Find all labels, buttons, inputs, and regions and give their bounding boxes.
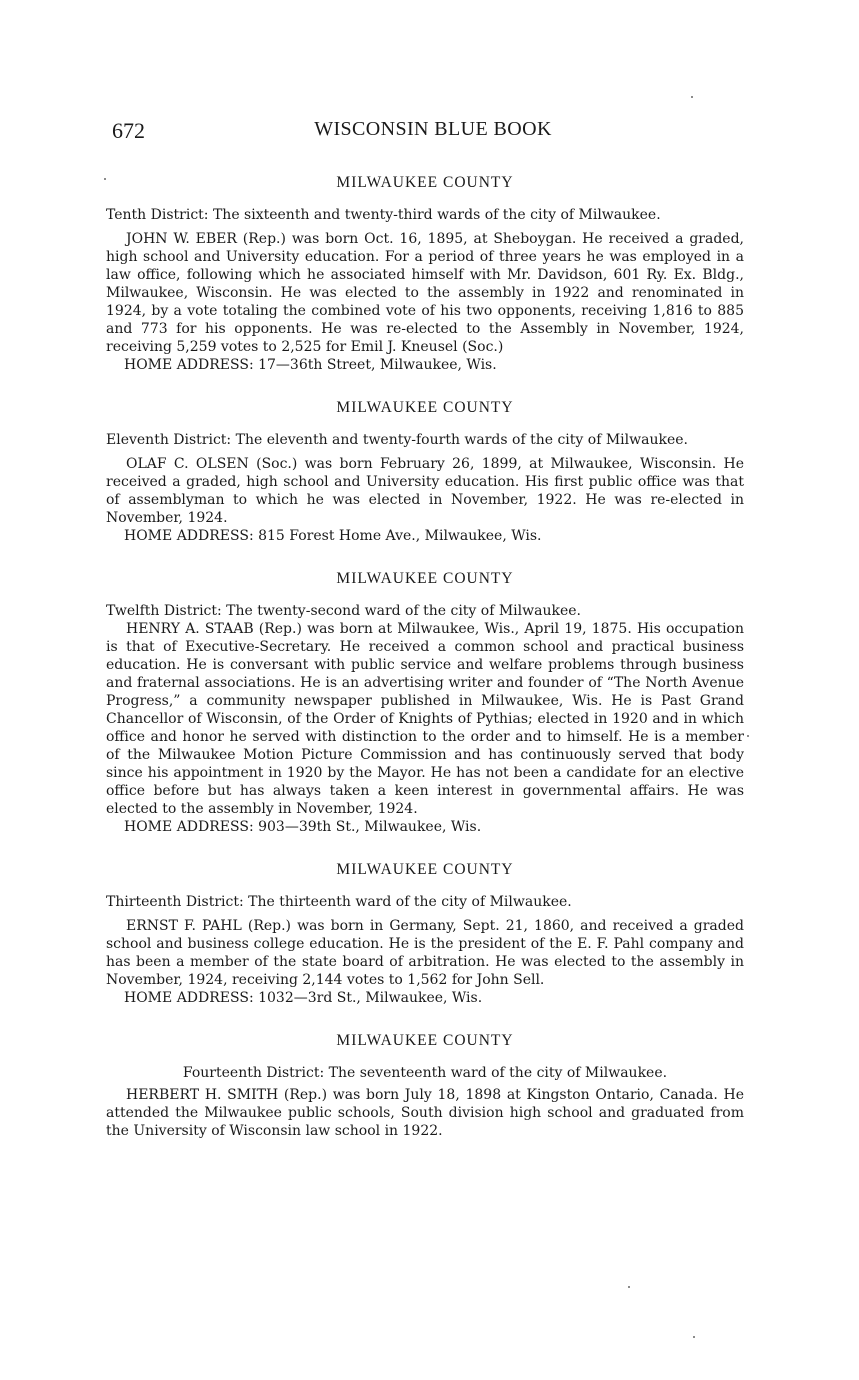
- home-address: HOME ADDRESS: 815 Forest Home Ave., Milwaukee, Wis.: [124, 528, 542, 544]
- scan-speck: [747, 735, 749, 737]
- section-thirteenth-district: [106, 861, 744, 1007]
- member-biography: HENRY A. STAAB (Rep.) was born at Milwaukee, Wis., April 19, 1875. His occupation is that of Executive-Secretary. He received a common school and practical business education. He is conversant with public service and welfare problems through business and fraternal associations. He is an advertising writer and founder of “The North Avenue Progress,” a community newspaper published in Milwaukee, Wis. He is Past Grand Chancellor of Wisconsin, of the Order of Knights of Pythias; elected in 1920 and in which office and honor he served with distinction to the order and to himself. He is a member of the Milwaukee Motion Picture Commission and has continuously served that body since his appointment in 1920 by the Mayor. He has not been a candidate for an elective office before but has always taken a keen interest in governmental affairs. He was elected to the assembly in November, 1924.: [106, 621, 744, 817]
- county-heading: MILWAUKEE COUNTY: [336, 570, 514, 587]
- home-address: HOME ADDRESS: 17—36th Street, Milwaukee, Wis.: [124, 357, 497, 373]
- district-description: Tenth District: The sixteenth and twenty-third wards of the city of Milwaukee.: [106, 207, 661, 223]
- member-biography: OLAF C. OLSEN (Soc.) was born February 26, 1899, at Milwaukee, Wisconsin. He received a graded, high school and University education. His first public office was that of assemblyman to which he was elected in November, 1922. He was re-elected in November, 1924.: [106, 456, 744, 526]
- section-fourteenth-district: [106, 1032, 744, 1140]
- page-header: [108, 118, 744, 148]
- county-heading: MILWAUKEE COUNTY: [336, 174, 514, 191]
- scan-speck: [693, 1336, 695, 1338]
- county-heading: MILWAUKEE COUNTY: [336, 399, 514, 416]
- district-description: Thirteenth District: The thirteenth ward of the city of Milwaukee.: [106, 894, 572, 910]
- member-biography: JOHN W. EBER (Rep.) was born Oct. 16, 1895, at Sheboygan. He received a graded, high school and University education. For a period of three years he was employed in a law office, following which he associated himself with Mr. Davidson, 601 Ry. Ex. Bldg., Milwaukee, Wisconsin. He was elected to the assembly in 1922 and renominated in 1924, by a vote totaling the combined vote of his two opponents, receiving 1,816 to 885 and 773 for his opponents. He was re-elected to the Assembly in November, 1924, receiving 5,259 votes to 2,525 for Emil J. Kneusel (Soc.): [106, 231, 744, 355]
- page-number: 672: [112, 118, 145, 143]
- section-twelfth-district: [106, 570, 744, 836]
- scan-speck: [104, 178, 106, 180]
- home-address: HOME ADDRESS: 903—39th St., Milwaukee, Wis.: [124, 819, 482, 835]
- section-eleventh-district: [106, 399, 744, 545]
- page-body: [106, 174, 744, 1140]
- member-biography: ERNST F. PAHL (Rep.) was born in Germany, Sept. 21, 1860, and received a graded school and business college education. He is the president of the E. F. Pahl company and has been a member of the state board of arbitration. He was elected to the assembly in November, 1924, receiving 2,144 votes to 1,562 for John Sell.: [106, 918, 744, 988]
- member-biography: HERBERT H. SMITH (Rep.) was born July 18, 1898 at Kingston Ontario, Canada. He attended the Milwaukee public schools, South division high school and graduated from the University of Wisconsin law school in 1922.: [106, 1087, 744, 1139]
- district-description: Twelfth District: The twenty-second ward of the city of Milwaukee.: [106, 603, 581, 619]
- book-title: WISCONSIN BLUE BOOK: [314, 118, 552, 140]
- section-tenth-district: [106, 174, 744, 374]
- home-address: HOME ADDRESS: 1032—3rd St., Milwaukee, Wis.: [124, 990, 483, 1006]
- scan-speck: [691, 96, 693, 98]
- district-description: Fourteenth District: The seventeenth ward of the city of Milwaukee.: [182, 1065, 668, 1081]
- scan-speck: [628, 1286, 630, 1288]
- county-heading: MILWAUKEE COUNTY: [336, 1032, 514, 1049]
- county-heading: MILWAUKEE COUNTY: [336, 861, 514, 878]
- district-description: Eleventh District: The eleventh and twenty-fourth wards of the city of Milwaukee.: [106, 432, 688, 448]
